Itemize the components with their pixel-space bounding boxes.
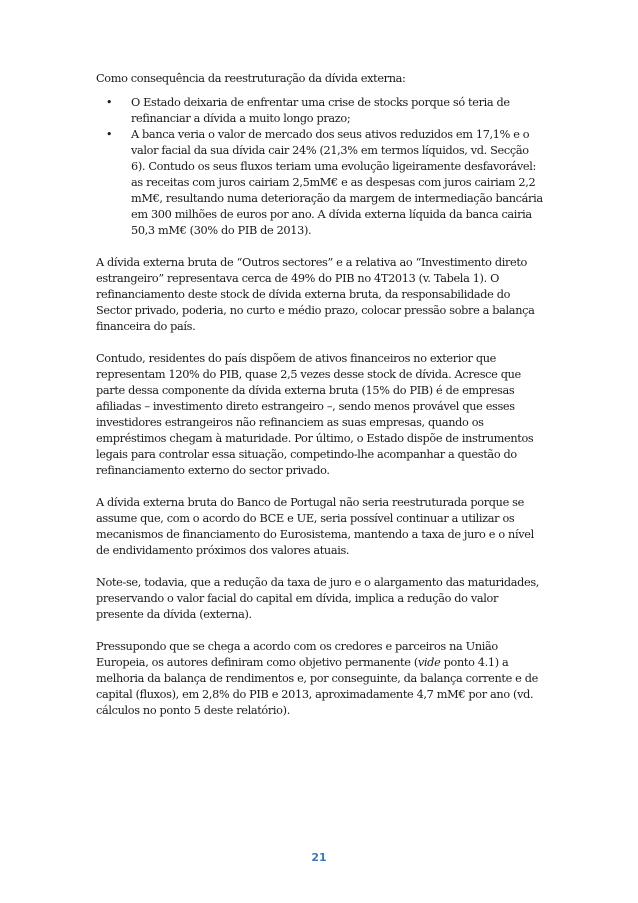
final-text-end: ponto 4.1) a melhoria da balança de rendimentos e, por conseguinte, da balança corrente e de capital (fluxos), em 2,8% do PIB e 2013, aproximadamente 4,7 mM€ por ano (vd. cálculos no ponto 5 deste relatório). — [96, 656, 538, 717]
final-text-italic: vide — [417, 656, 441, 669]
final-text-start: Pressupondo que se chega a acordo com os credores e parceiros na União Europeia, os autores definiram como objetivo permanente ( — [96, 640, 498, 669]
document-body — [96, 71, 544, 735]
page-number: 21 — [311, 851, 327, 864]
bullet-item-banks — [104, 127, 544, 239]
bullet-item-state — [104, 95, 544, 127]
bullet-icon: • — [105, 128, 113, 141]
intro-paragraph: Como consequência da reestruturação da dívida externa: — [96, 72, 406, 85]
paragraph-residents-assets: Contudo, residentes do país dispõem de ativos financeiros no exterior que representam 120% do PIB, quase 2,5 vezes desse stock de dívida. Acresce que parte dessa componente da dívida externa bruta (15% do PIB) é de empresas afiliadas – investimento direto estrangeiro –, sendo menos provável que esses investidores estrangeiros não refinanciem as suas empresas, quando os empréstimos chegam à maturidade. Por último, o Estado dispõe de instrumentos legais para controlar essa situação, competindo-lhe acompanhar a questão do refinanciamento externo do sector privado. — [96, 352, 534, 477]
bullet-list — [96, 95, 544, 239]
bullet-icon: • — [105, 96, 113, 109]
paragraph-interest-rate: Note-se, todavia, que a redução da taxa de juro e o alargamento das maturidades, preservando o valor facial do capital em dívida, implica a redução do valor presente da dívida (externa). — [96, 576, 540, 621]
bullet-text: O Estado deixaria de enfrentar uma crise de stocks porque só teria de refinanciar a dívida a muito longo prazo; — [131, 96, 510, 125]
paragraph-banco-de-portugal: A dívida externa bruta do Banco de Portugal não seria reestruturada porque se assume que, com o acordo do BCE e UE, seria possível continuar a utilizar os mecanismos de financiamento do Eurosistema, mantendo a taxa de juro e o nível de endividamento próximos dos valores atuais. — [96, 496, 534, 557]
paragraph-eu-agreement — [96, 639, 544, 719]
bullet-text: A banca veria o valor de mercado dos seus ativos reduzidos em 17,1% e o valor facial da sua dívida cair 24% (21,3% em termos líquidos, vd. Secção 6). Contudo os seus fluxos teriam uma evolução ligeiramente desfavorável: as receitas com juros cairiam 2,5mM€ e as despesas com juros cairiam 2,2 mM€, resultando numa deterioração da margem de intermediação bancária em 300 milhões de euros por ano. A dívida externa líquida da banca cairia 50,3 mM€ (30% do PIB de 2013). — [131, 128, 543, 237]
paragraph-other-sectors: A dívida externa bruta de “Outros sectores” e a relativa ao “Investimento direto estrangeiro” representava cerca de 49% do PIB no 4T2013 (v. Tabela 1). O refinanciamento deste stock de dívida externa bruta, da responsabilidade do Sector privado, poderia, no curto e médio prazo, colocar pressão sobre a balança financeira do país. — [96, 256, 535, 333]
